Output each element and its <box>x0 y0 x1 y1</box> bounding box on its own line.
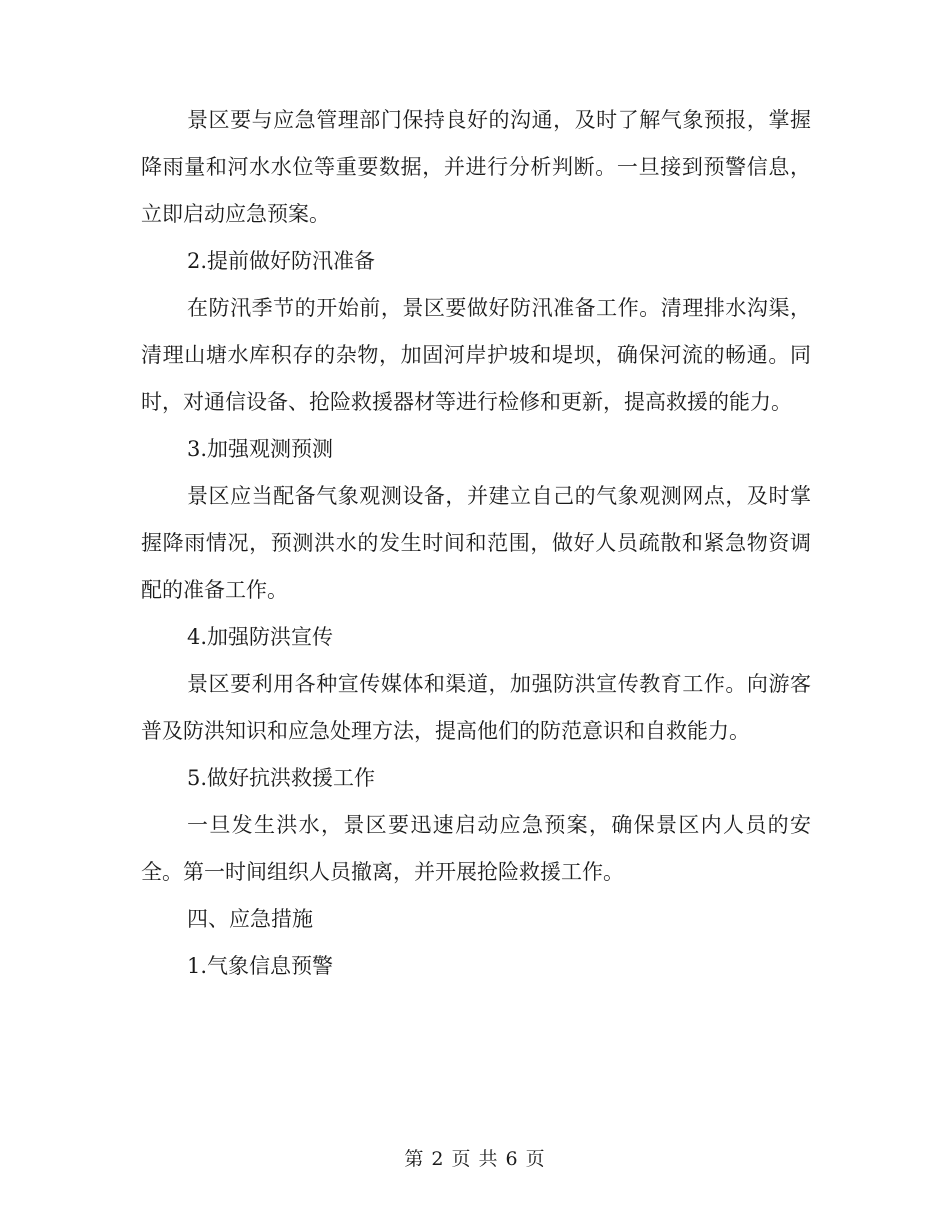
paragraph: 景区要利用各种宣传媒体和渠道，加强防洪宣传教育工作。向游客普及防洪知识和应急处理方法，提高他们的防范意识和自救能力。 <box>141 672 811 743</box>
section-heading: 2.提前做好防汛准备 <box>187 249 376 273</box>
paragraph: 在防汛季节的开始前，景区要做好防汛准备工作。清理排水沟渠，清理山塘水库积存的杂物，加固河岸护坡和堤坝，确保河流的畅通。同时，对通信设备、抢险救援器材等进行检修和更新，提高救援的能力。 <box>141 296 811 414</box>
section-heading: 4.加强防洪宣传 <box>187 625 334 649</box>
paragraph: 景区要与应急管理部门保持良好的沟通，及时了解气象预报，掌握降雨量和河水水位等重要数据，并进行分析判断。一旦接到预警信息，立即启动应急预案。 <box>141 108 811 226</box>
paragraph: 一旦发生洪水，景区要迅速启动应急预案，确保景区内人员的安全。第一时间组织人员撤离，并开展抢险救援工作。 <box>141 813 811 884</box>
page-number-footer: 第 2 页 共 6 页 <box>404 1148 546 1170</box>
document-body <box>141 97 811 990</box>
paragraph: 景区应当配备气象观测设备，并建立自己的气象观测网点，及时掌握降雨情况，预测洪水的发生时间和范围，做好人员疏散和紧急物资调配的准备工作。 <box>141 484 811 602</box>
section-heading: 3.加强观测预测 <box>187 437 334 461</box>
chapter-heading: 四、应急措施 <box>187 907 313 931</box>
section-heading: 5.做好抗洪救援工作 <box>187 766 376 790</box>
section-heading: 1.气象信息预警 <box>187 954 334 978</box>
